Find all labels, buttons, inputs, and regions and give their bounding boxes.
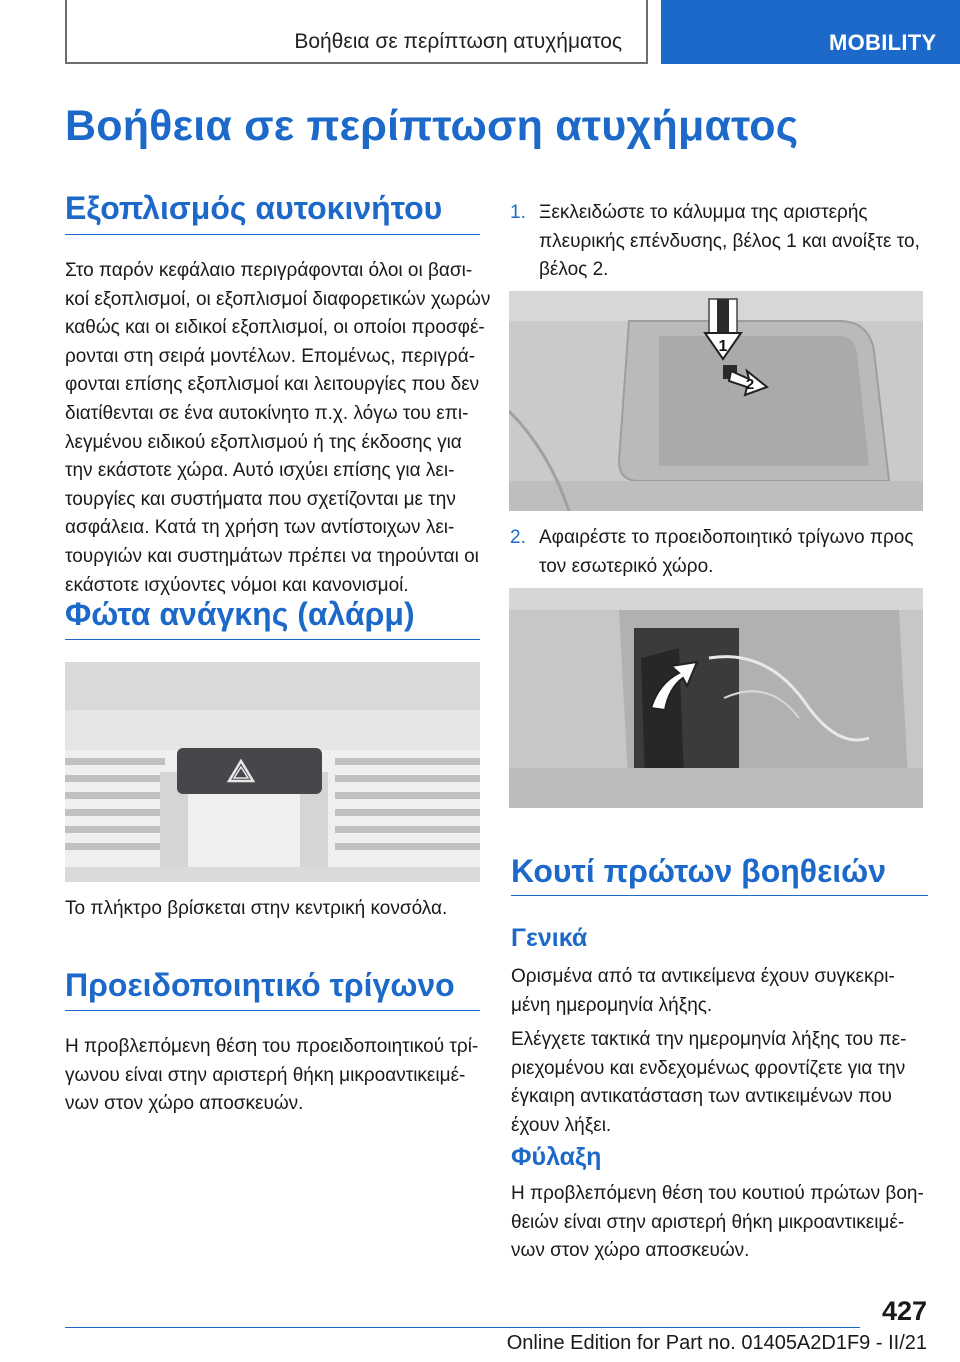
general-paragraph-1: [511, 963, 951, 1020]
page-number: 427: [881, 1296, 927, 1326]
text-line: την εκάστοτε χώρα. Αυτό ισχύει επίσης για λει‐: [65, 460, 455, 482]
text-line: τον εσωτερικό χώρο.: [539, 555, 714, 577]
edition-info: Online Edition for Part no. 01405A2D1F9 - II/21: [506, 1332, 927, 1354]
equipment-paragraph: [65, 257, 495, 600]
text-line: ριεχομένου και ενδεχομένως φροντίζετε για την: [511, 1057, 906, 1079]
heading-rule: [65, 639, 480, 640]
text-line: Ελέγχετε τακτικά την ημερομηνία λήξης του πε‐: [511, 1029, 907, 1050]
text-line: μένη ημερομηνία λήξης.: [511, 994, 713, 1016]
general-paragraph-2: [511, 1026, 951, 1140]
warning-triangle-removal-image: [509, 588, 923, 808]
text-line: Ξεκλειδώστε το κάλυμμα της αριστερής: [539, 202, 868, 223]
text-line: κοί εξοπλισμοί, οι εξοπλισμοί διαφορετικών χωρών: [65, 288, 491, 310]
text-line: βέλος 2.: [539, 259, 609, 281]
text-line: νων στον χώρο αποσκευών.: [65, 1093, 304, 1115]
text-line: διατίθενται σε ένα αυτοκίνητο π.χ. λόγω του επι‐: [65, 402, 469, 424]
arrow-1-label: 1: [718, 338, 728, 355]
heading-storage: Φύλαξη: [511, 1143, 602, 1171]
text-line: Στο παρόν κεφάλαιο περιγράφονται όλοι οι βασι‐: [65, 260, 473, 281]
text-line: πλευρικής επένδυσης, βέλος 1 και ανοίξτε το,: [539, 230, 920, 252]
text-line: φονται επίσης εξοπλισμοί και λειτουργίες που δεν: [65, 374, 480, 396]
text-line: γωνου είναι στην αριστερή θήκη μικροαντικειμέ‐: [65, 1064, 466, 1086]
header-section-box: [65, 0, 648, 64]
text-line: εκάστοτε ισχύοντες νόμοι και κανονισμοί.: [65, 574, 409, 596]
arrow-2-label: 2: [745, 376, 755, 393]
heading-warning-triangle: Προειδοποιητικό τρίγωνο: [65, 967, 455, 1003]
step-number: 2.: [510, 527, 526, 548]
header-section-title: Βοήθεια σε περίπτωση ατυχήματος: [294, 30, 622, 53]
heading-first-aid-kit: Κουτί πρώτων βοηθειών: [511, 853, 886, 889]
text-line: έγκαιρη αντικατάσταση των αντικειμένων που: [511, 1086, 892, 1108]
text-line: Η προβλεπόμενη θέση του κουτιού πρώτων βοη‐: [511, 1183, 924, 1204]
footer-rule: [65, 1327, 860, 1328]
storage-paragraph: [511, 1180, 951, 1266]
step-text: [539, 524, 941, 581]
header-tab-mobility[interactable]: MOBILITY: [661, 0, 960, 64]
text-line: καθώς και οι ειδικοί εξοπλισμοί, οι οποίοι προσφέ‐: [65, 317, 485, 339]
hazard-button-image: [65, 662, 480, 882]
heading-rule: [511, 895, 928, 896]
text-line: Η προβλεπόμενη θέση του προειδοποιητικού τρί‐: [65, 1036, 479, 1057]
text-line: Ορισμένα από τα αντικείμενα έχουν συγκεκρι‐: [511, 966, 895, 987]
text-line: έχουν λήξει.: [511, 1114, 612, 1136]
triangle-paragraph: [65, 1033, 495, 1119]
text-line: λεγμένου ειδικού εξοπλισμού ή της έκδοσης για: [65, 431, 462, 453]
text-line: θειών είναι στην αριστερή θήκη μικροαντικειμέ‐: [511, 1211, 905, 1233]
step-text: [539, 199, 941, 285]
text-line: ασφάλεια. Κατά τη χρήση των αντίστοιχων λει‐: [65, 517, 455, 539]
text-line: Αφαιρέστε το προειδοποιητικό τρίγωνο προς: [539, 527, 914, 548]
side-panel-cover-image: [509, 291, 923, 511]
heading-hazard-lights: Φώτα ανάγκης (αλάρμ): [65, 596, 415, 632]
heading-rule: [65, 234, 480, 235]
heading-vehicle-equipment: Εξοπλισμός αυτοκινήτου: [65, 190, 443, 226]
heading-general: Γενικά: [511, 924, 588, 952]
text-line: ρονται στη σειρά μοντέλων. Επομένως, περιγρά‐: [65, 345, 476, 367]
text-line: νων στον χώρο αποσκευών.: [511, 1240, 750, 1262]
heading-rule: [65, 1010, 480, 1011]
page-title: Βοήθεια σε περίπτωση ατυχήματος: [65, 102, 799, 150]
hazard-caption: Το πλήκτρο βρίσκεται στην κεντρική κονσόλα.: [65, 898, 448, 919]
text-line: τουργιών και συστημάτων πρέπει να τηρούνται οι: [65, 545, 479, 567]
text-line: τουργίες και συστήματα που σχετίζονται με την: [65, 488, 456, 510]
step-number: 1.: [510, 202, 526, 223]
